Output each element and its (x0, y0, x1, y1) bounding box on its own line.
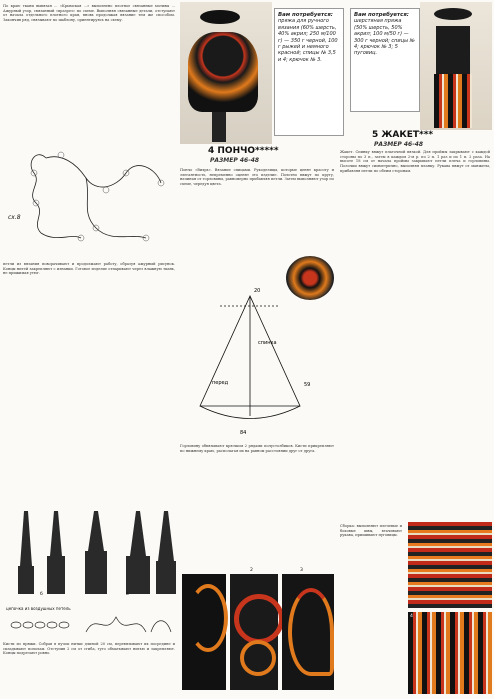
jacket-paragraph: Жакет. Спинку вяжут платочной вязкой. Для проймы закрывают с каждой стороны по 3 п., затем в каждом 2-м р. по 2 п. 1 раз и по 1 п. 2 раза. На высоте 18 см от начала проймы закрывают петли плеча и горловины. Полочки вяжут симметрично, выполняя планку. Рукава вяжут от манжеты, прибавляя петли по обеим сторонам. (340, 150, 490, 173)
materials-box-jacket (350, 8, 420, 112)
poncho-paragraph: Пончо «Вихрь». Вязание спицами. Рукоделицы, которые ценят красоту и элегантность, непременно оценят это изделие. Полотно вяжут по кругу, начиная от горловины, равномерно прибавляя петли. Затем выполняют узор по схеме, чередуя цвета. (180, 168, 334, 187)
left-bottom-paragraph: Кисти из пряжи. Собрав в пучок нитки длиной 20 см, перевязывают их посредине и складывают пополам. Отступив 2 см от сгиба, туго обматывают нитью и закрепляют. Концы подрезают ровно. (3, 642, 175, 656)
swirl-2 (234, 594, 284, 644)
hat (200, 10, 240, 24)
chain-stitch-diagram (6, 612, 178, 638)
materials-heading-2: Вам потребуется: (354, 12, 409, 18)
diagram-label-back: спинка (258, 340, 277, 346)
tassel-figures (4, 506, 180, 598)
bottom-photo-2 (230, 574, 278, 690)
photo-label-4: 4 (410, 614, 413, 619)
skirt (434, 74, 472, 128)
photo-label-2: 2 (250, 568, 253, 573)
poncho-size: РАЗМЕР 46-48 (210, 157, 260, 164)
jacket-detail-photo-1 (408, 522, 492, 608)
legs (212, 112, 226, 142)
top-left-paragraph: По краю ткани вывязан ... «Крымская ...» выполнено плотное связанные мотивы ... Ажурный узор, связанный «вразрез» по схеме. Выполняя связанные детали, отступают от начала отдельного плотного края, вновь продолжая вязание тем же способом. Закончив ряд, связывают по шаблону, ориентируясь на схему. (3, 4, 175, 23)
jacket-title: 5 ЖАКЕТ*** (372, 130, 434, 140)
photo-label-3: 3 (300, 568, 303, 573)
poncho-model-photo (180, 2, 272, 144)
jacket-size: РАЗМЕР 46-48 (374, 141, 424, 148)
hat-2 (434, 8, 472, 20)
diagram-label-cx8: сх.8 (8, 214, 21, 221)
diagram-label-59: 59 (304, 382, 311, 388)
left-middle-paragraph: петли из вязания поворачивают и продолжают работу, образуя ажурный рисунок. Концы нитей закрепляют с изнанки. Готовое изделие отпаривают через влажную ткань, не прижимая утюг. (3, 262, 175, 276)
tassels-illustration (4, 506, 180, 598)
bottom-photo-3 (282, 574, 334, 690)
jacket-model-photo (420, 2, 492, 130)
materials-text: пряжа для ручного вязания (60% шерсть, 40% акрил; 250 м/100 г) — 350 г черной, 100 г рыжей и немного красной; спицы № 3,5 и 4; крючок № 3. (278, 18, 338, 63)
materials-box-poncho (274, 8, 344, 136)
jacket-detail-photo-2 (408, 612, 492, 694)
swirl-1 (188, 584, 228, 652)
chain-label: цепочка из воздушных петель (6, 606, 71, 611)
diagram-label-84: 84 (240, 430, 247, 436)
poncho-title: 4 ПОНЧО***** (208, 146, 279, 156)
jacket-body (436, 26, 470, 74)
bottom-photo-1 (182, 574, 226, 690)
fig-label-v: в (126, 592, 129, 597)
pattern-diagram (180, 266, 336, 440)
materials-text-2: шерстяная пряжа (50% шерсть, 50% акрил; 100 м/50 г) — 300 г черной; спицы № 4; крючок № 3; 5 пуговиц. (354, 18, 415, 57)
diagram-label-front: перед (212, 380, 229, 386)
poncho-paragraph-2: Горловину обвязывают крючком 2 рядами полустолбиков. Кисти прикрепляют по нижнему краю, располагая их на равном расстоянии друг от друга. (180, 444, 334, 453)
swirl-3 (240, 640, 276, 676)
diagram-label-20: 20 (254, 288, 261, 294)
jacket-paragraph-2: Сборка: выполняют плечевые и боковые швы, втачивают рукава, пришивают пуговицы. (340, 524, 402, 538)
swirl-4 (288, 588, 334, 676)
fig-label-b: б (40, 592, 43, 597)
materials-heading: Вам потребуется: (278, 12, 333, 18)
poncho-body (188, 32, 258, 112)
lace-diagram-cx8 (6, 138, 174, 256)
